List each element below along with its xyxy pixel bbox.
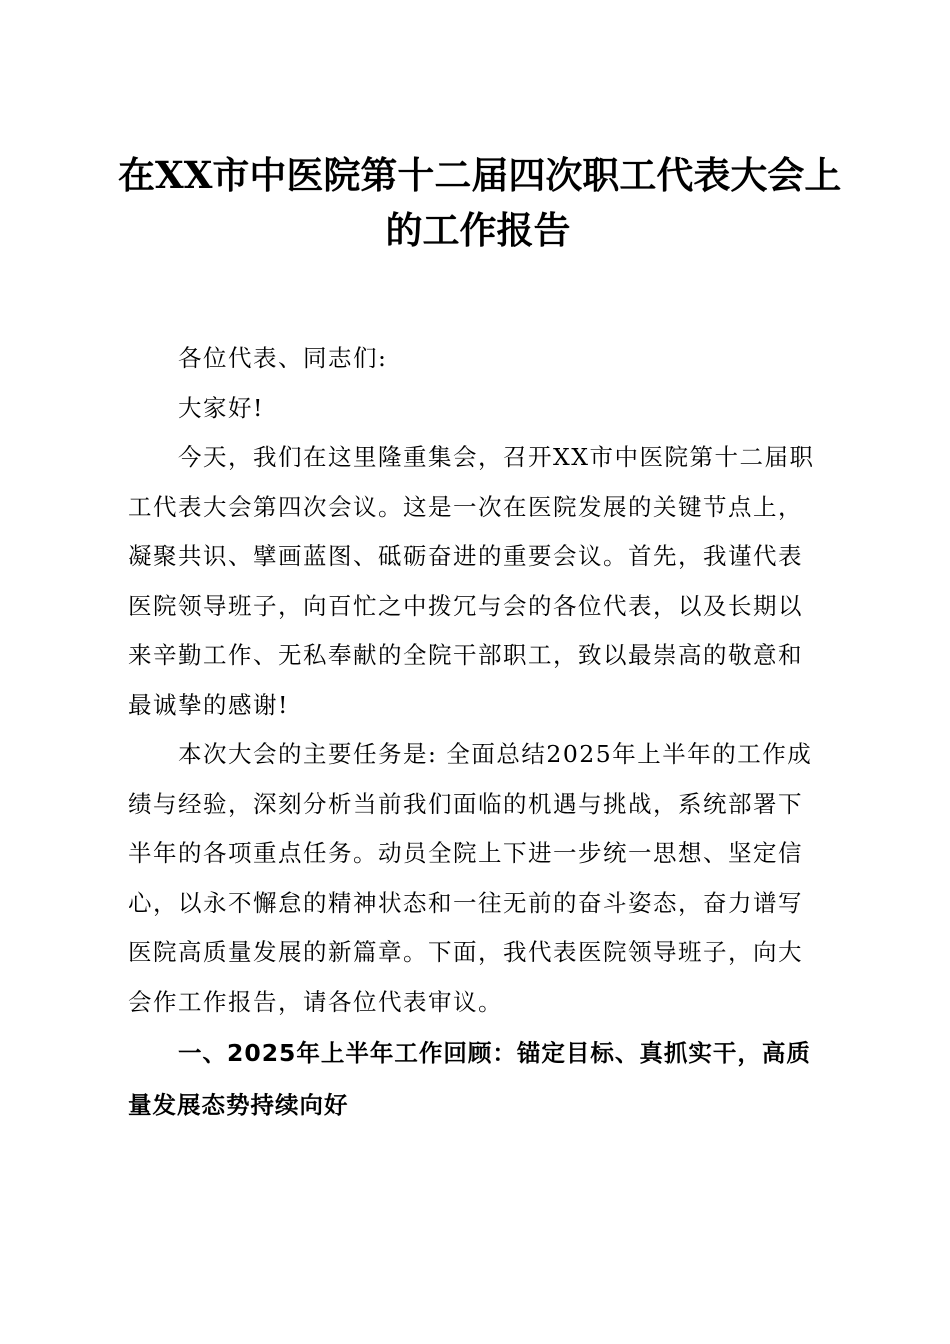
paragraph-line: 半年的各项重点任务。动员全院上下进一步统一思想、坚定信	[128, 839, 803, 867]
paragraph-line: 会作工作报告，请各位代表审议。	[128, 987, 503, 1016]
paragraph-line: 绩与经验，深刻分析当前我们面临的机遇与挑战，系统部署下	[128, 789, 803, 818]
document-body	[128, 334, 828, 1131]
paragraph-line: 今天，我们在这里隆重集会，召开XX市中医院第十二届职	[178, 443, 815, 471]
title-line: 的工作报告	[385, 208, 571, 252]
paragraph-line: 工代表大会第四次会议。这是一次在医院发展的关键节点上，	[128, 492, 803, 521]
paragraph-line: 医院领导班子，向百忙之中拨冗与会的各位代表，以及长期以	[128, 591, 803, 620]
paragraph-line: 本次大会的主要任务是: 全面总结2025年上半年的工作成	[178, 740, 813, 768]
document-title	[118, 148, 842, 258]
title-line: 在XX市中医院第十二届四次职工代表大会上	[118, 153, 842, 197]
paragraph-line: 最诚挚的感谢!	[128, 690, 289, 719]
paragraph-tasks	[128, 730, 828, 1027]
salutation-text: 各位代表、同志们:	[178, 344, 388, 372]
greeting-text: 大家好!	[178, 393, 264, 422]
paragraph-line: 心，以永不懈怠的精神状态和一往无前的奋斗姿态，奋力谱写	[128, 888, 803, 917]
section-heading	[128, 1027, 828, 1131]
paragraph-line: 医院高质量发展的新篇章。下面，我代表医院领导班子，向大	[128, 938, 803, 966]
heading-line: 一、2025年上半年工作回顾：锚定目标、真抓实干，高质	[178, 1039, 811, 1067]
salutation	[128, 334, 828, 384]
greeting	[128, 384, 828, 434]
paragraph-opening	[128, 433, 828, 730]
paragraph-line: 来辛勤工作、无私奉献的全院干部职工，致以最崇高的敬意和	[128, 641, 803, 669]
paragraph-line: 凝聚共识、擘画蓝图、砥砺奋进的重要会议。首先，我谨代表	[128, 542, 803, 570]
heading-line: 量发展态势持续向好	[128, 1091, 349, 1119]
